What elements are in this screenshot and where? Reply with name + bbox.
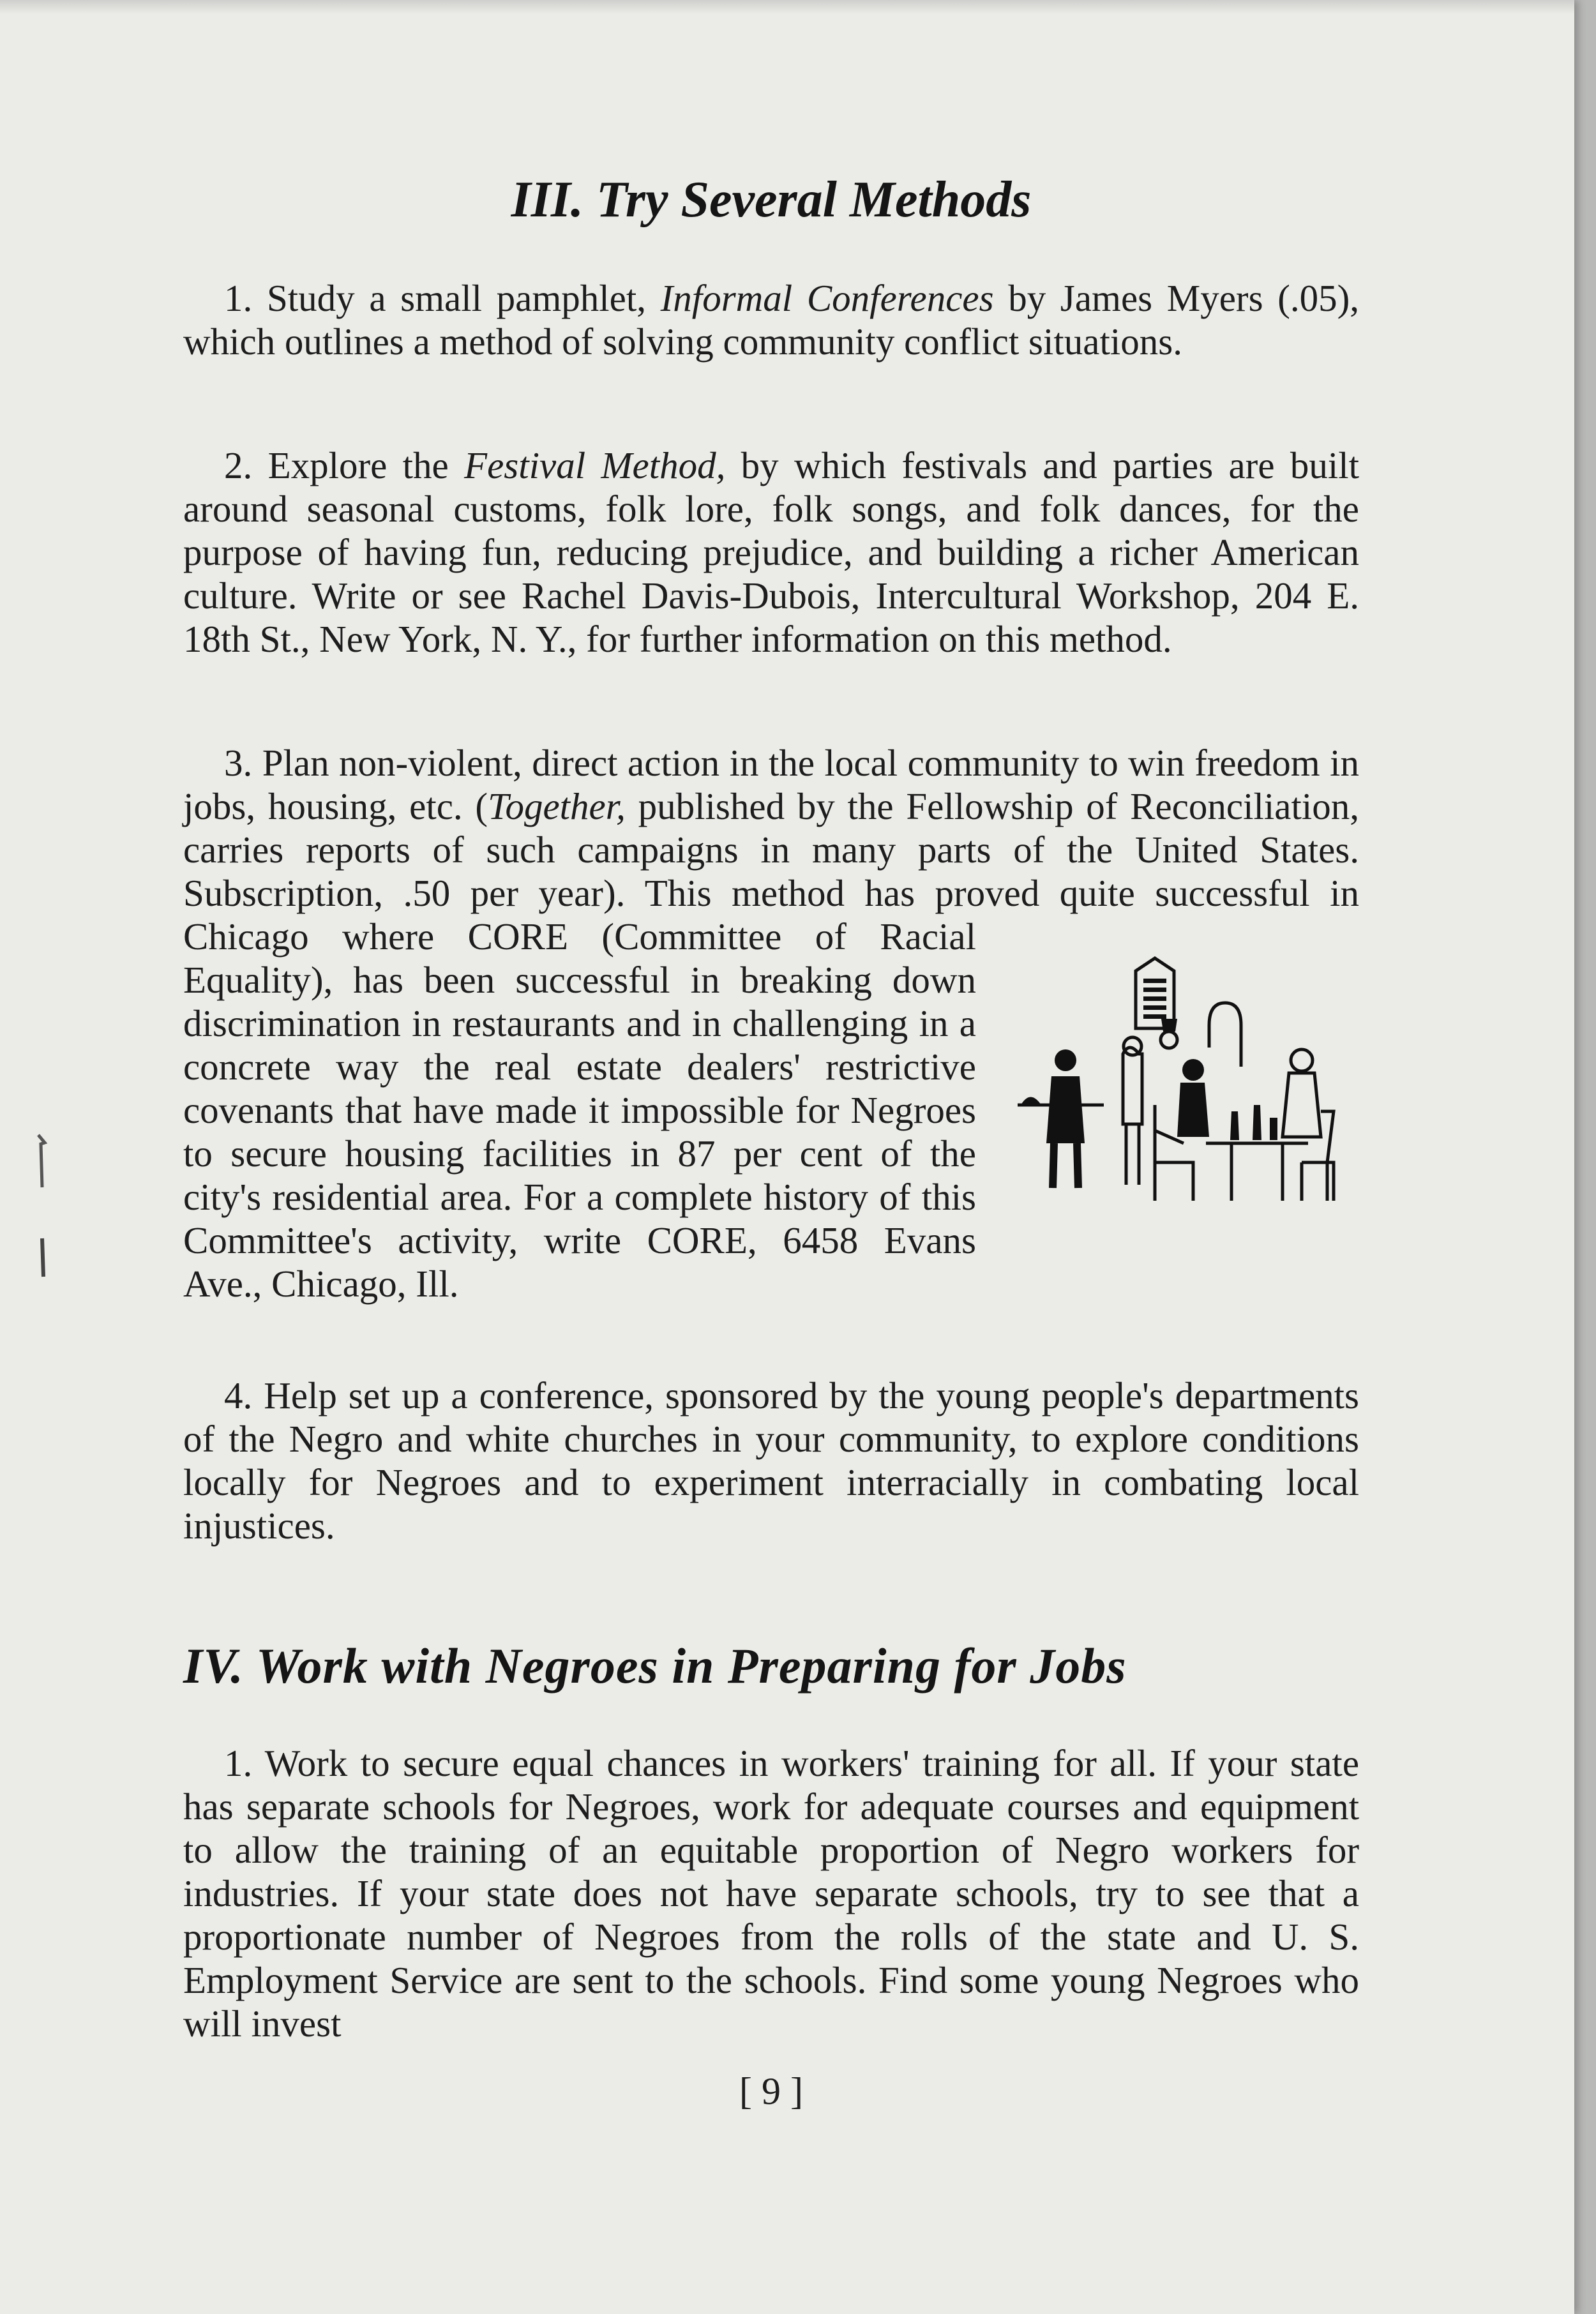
section-4-heading: IV. Work with Negroes in Preparing for Jobs (183, 1638, 1127, 1694)
item-text-before: Explore the (267, 444, 465, 486)
item-number: 1. (224, 1742, 253, 1784)
section-3-item-3 (183, 741, 1359, 1305)
item-text: Work to secure equal chances in workers' training for all. If your state has separate schools for Negroes, work for adequate courses and equipment to allow the training of an equitable proportion of Negro workers for industries. If your state does not have separate schools, try to see that a proportionate number of Negroes from the rolls of the state and U. S. Employment Service are sent to the schools. Find some young Negroes who will invest (183, 1742, 1360, 2045)
page-top-shadow (0, 0, 1574, 14)
section-4-item-1 (183, 1741, 1359, 2045)
item-text-before: Plan non-violent, direct action in the local community to win freedom in jobs, housing, etc. ( (183, 742, 1359, 827)
item-text-before: Study a small pamphlet, (266, 277, 661, 319)
item-text: Help set up a conference, sponsored by the young people's departments of the Negro and white churches in your community, to explore conditions locally for Negroes and to experiment interracially in combating local injustices. (183, 1374, 1359, 1547)
item-number: 1. (224, 277, 253, 319)
item-text-italic: Festival Method, (464, 444, 726, 486)
item-number: 3. (224, 742, 253, 784)
item-text-after: published by the Fellowship of Reconciliation, carries reports of such campaigns in many parts of the United States. Subscription, .50 per year). This method has proved quite successful in Chicago where CORE (Committee of Racial Equality), has been successful in breaking down discrimination in restaurants and in challenging in a concrete way the real estate dealers' restrictive covenants that have made it impossible for Negroes to secure housing facilities in 87 per cent of the city's residential area. For a complete history of this Committee's activity, write CORE, 6458 Evans Ave., Chicago, Ill. (183, 785, 1359, 1305)
item-text-after: by James Myers (.05), which outlines a method of solving community conflict situations. (183, 277, 1359, 363)
section-3-heading: III. Try Several Methods (511, 172, 1032, 228)
page-number: [ 9 ] (739, 2070, 803, 2112)
section-3-item-1 (183, 276, 1359, 363)
item-text-after: by which festivals and parties are built around seasonal customs, folk lore, folk songs, and folk dances, for the purpose of having fun, reducing prejudice, and building a richer American culture. Write or see Rachel Davis-Dubois, Intercultural Workshop, 204 E. 18th St., New York, N. Y., for further information on this method. (183, 444, 1359, 660)
margin-pencil-mark (29, 1130, 55, 1296)
item-number: 4. (224, 1374, 253, 1416)
item-number: 2. (224, 444, 253, 486)
item-text-italic: Informal Conferences (660, 277, 994, 319)
section-3-item-4 (183, 1374, 1359, 1547)
section-3-item-2 (183, 444, 1359, 661)
item-text-italic: Together, (488, 785, 626, 827)
restaurant-scene-icon (1002, 952, 1359, 1236)
